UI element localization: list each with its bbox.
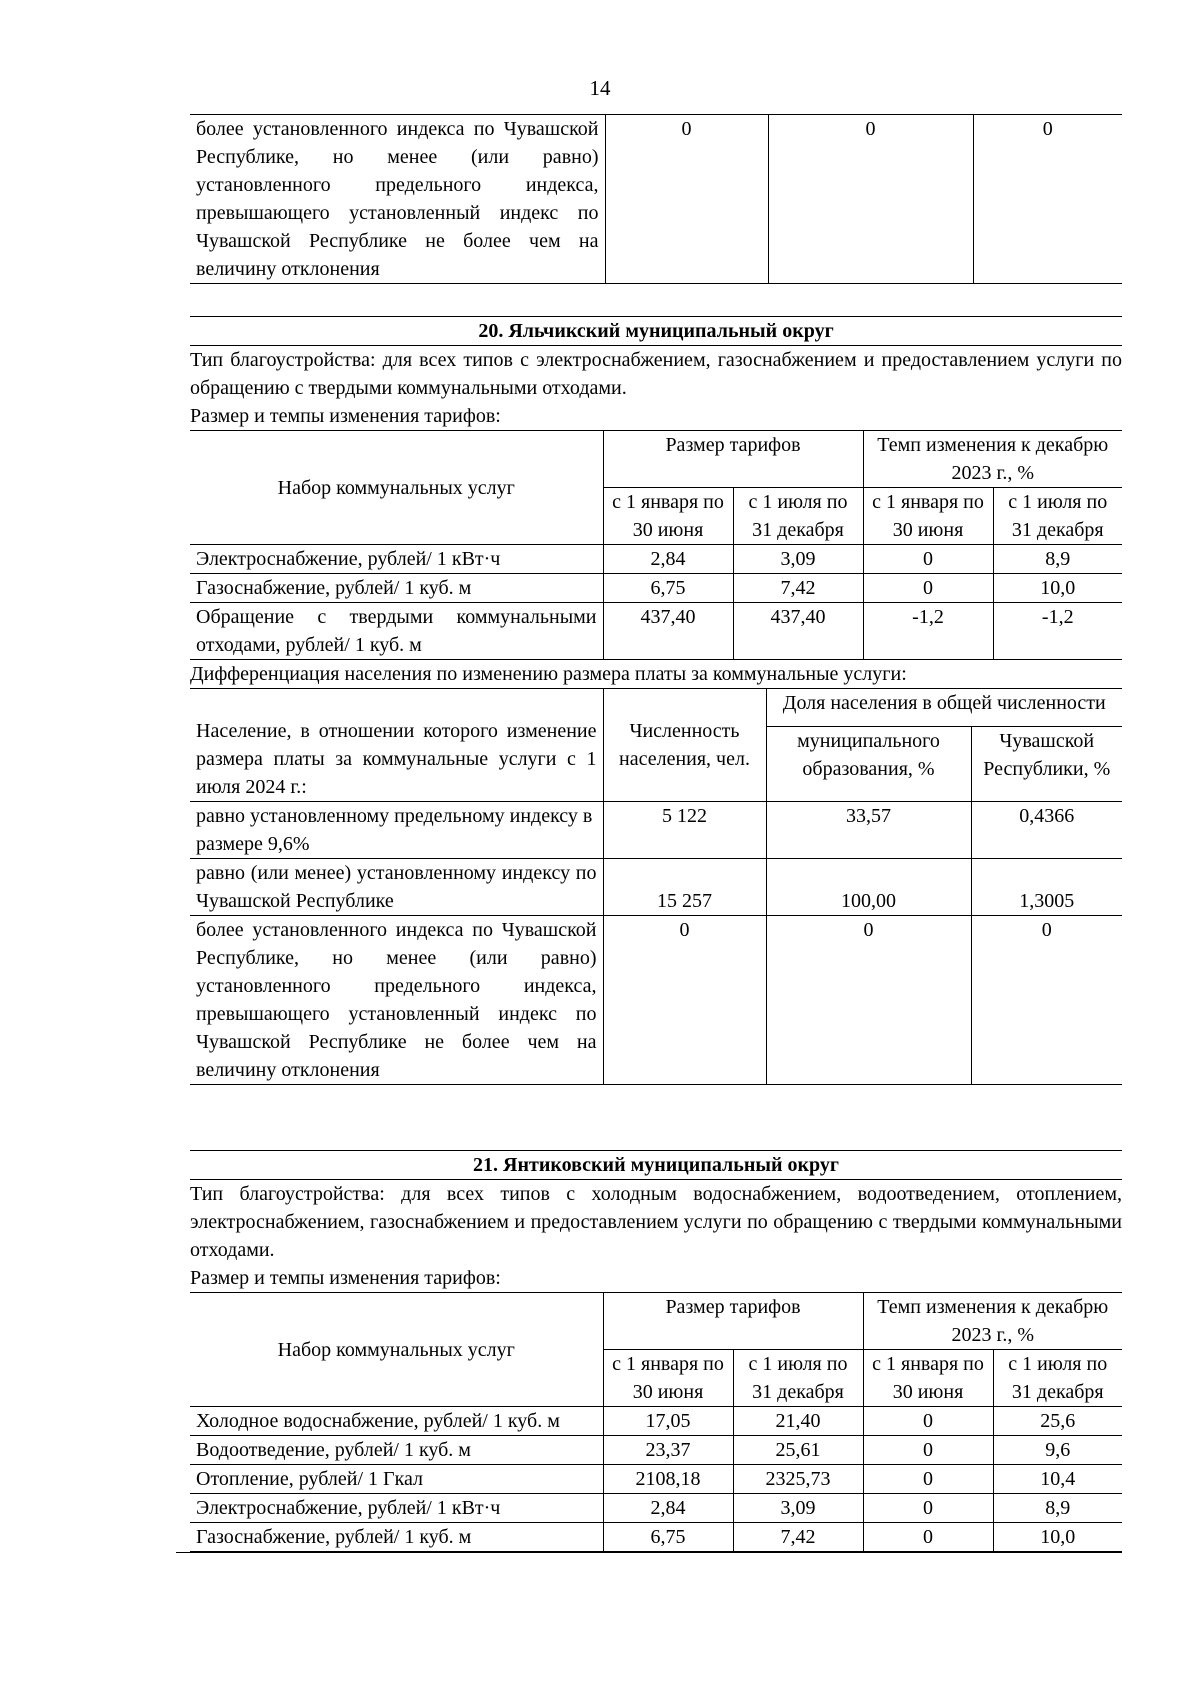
header-municipal-share: муниципального образования, % (766, 727, 971, 802)
cell-value: 10,4 (993, 1465, 1122, 1494)
top-continuation-table (190, 114, 1122, 284)
differentiation-table (190, 688, 1122, 1085)
service-name: Холодное водоснабжение, рублей/ 1 куб. м (190, 1407, 603, 1436)
cell-value: 0 (863, 1407, 993, 1436)
table-row (190, 859, 1122, 916)
table-row (190, 603, 1122, 660)
cell-value: 2,84 (603, 545, 733, 574)
cell-mun-share: 0 (768, 115, 973, 284)
page-number: 14 (589, 76, 611, 100)
tariffs-table (190, 430, 1122, 660)
service-name: Водоотведение, рублей/ 1 куб. м (190, 1436, 603, 1465)
cell-value: 10,0 (993, 574, 1122, 603)
cell-count: 0 (603, 916, 766, 1085)
table-row (190, 916, 1122, 1085)
table-row (190, 545, 1122, 574)
differentiation-caption: Дифференциация населения по изменению размера платы за коммунальные услуги: (190, 663, 907, 685)
cell-value: 25,6 (993, 1407, 1122, 1436)
cell-value: 7,42 (733, 1523, 863, 1552)
header-period: с 1 января по 30 июня (603, 1350, 733, 1407)
cell-value: -1,2 (993, 603, 1122, 660)
tariffs-caption: Размер и темпы изменения тарифов: (190, 405, 501, 427)
cell-mun-share: 33,57 (766, 802, 971, 859)
cell-mun-share: 0 (766, 916, 971, 1085)
table-row (190, 802, 1122, 859)
row-label: более установленного индекса по Чувашской Республике, но менее (или равно) установленного предельного индекса, превышающего установленный индекс по Чувашской Республике не более чем на величину отклонения (190, 115, 605, 284)
cell-value: 8,9 (993, 545, 1122, 574)
service-name: Газоснабжение, рублей/ 1 куб. м (190, 1523, 603, 1552)
header-population-count: Численность населения, чел. (603, 689, 766, 802)
cell-value: 6,75 (603, 574, 733, 603)
cell-value: 23,37 (603, 1436, 733, 1465)
cell-value: 25,61 (733, 1436, 863, 1465)
header-period: с 1 января по 30 июня (863, 1350, 993, 1407)
top-table-container (190, 114, 1122, 284)
table-row (190, 115, 1122, 284)
cell-value: 2325,73 (733, 1465, 863, 1494)
tariffs-caption: Размер и темпы изменения тарифов: (190, 1267, 501, 1289)
cell-value: 0 (863, 1494, 993, 1523)
cell-value: 10,0 (993, 1523, 1122, 1552)
cell-value: 17,05 (603, 1407, 733, 1436)
section-title: 20. Яльчикский муниципальный округ (478, 320, 834, 342)
cell-value: 9,6 (993, 1436, 1122, 1465)
row-label: равно установленному предельному индексу в размере 9,6% (190, 802, 603, 859)
cell-value: 21,40 (733, 1407, 863, 1436)
table-header-row (190, 1293, 1122, 1350)
cell-mun-share: 100,00 (766, 859, 971, 916)
header-services: Набор коммунальных услуг (190, 1293, 603, 1407)
header-period: с 1 июля по 31 декабря (733, 1350, 863, 1407)
section-20 (190, 316, 1122, 1085)
table-header-row (190, 689, 1122, 727)
header-tariff-size: Размер тарифов (603, 1293, 863, 1350)
service-name: Отопление, рублей/ 1 Гкал (190, 1465, 603, 1494)
header-change-rate: Темп изменения к декабрю 2023 г., % (863, 1293, 1122, 1350)
cell-value: 7,42 (733, 574, 863, 603)
table-row (190, 1465, 1122, 1494)
header-period: с 1 июля по 31 декабря (993, 1350, 1122, 1407)
cell-value: 0 (863, 574, 993, 603)
cell-value: 0 (863, 1436, 993, 1465)
table-row (190, 1436, 1122, 1465)
cell-rep-share: 1,3005 (971, 859, 1122, 916)
cell-value: 0 (863, 1523, 993, 1552)
improvement-type-text: Тип благоустройства: для всех типов с электроснабжением, газоснабжением и предоставлением услуги по обращению с твердыми коммунальными отходами. (190, 349, 1122, 399)
header-period: с 1 января по 30 июня (863, 488, 993, 545)
cell-rep-share: 0 (973, 115, 1122, 284)
header-tariff-size: Размер тарифов (603, 431, 863, 488)
cell-value: 6,75 (603, 1523, 733, 1552)
cell-value: 0 (863, 1465, 993, 1494)
header-change-rate: Темп изменения к декабрю 2023 г., % (863, 431, 1122, 488)
cell-value: 2,84 (603, 1494, 733, 1523)
service-name: Электроснабжение, рублей/ 1 кВт·ч (190, 545, 603, 574)
cell-value: 2108,18 (603, 1465, 733, 1494)
header-population: Население, в отношении которого изменение размера платы за коммунальные услуги с 1 июля 2024 г.: (190, 689, 603, 802)
service-name: Газоснабжение, рублей/ 1 куб. м (190, 574, 603, 603)
cell-value: 437,40 (603, 603, 733, 660)
header-period: с 1 июля по 31 декабря (733, 488, 863, 545)
cell-value: 8,9 (993, 1494, 1122, 1523)
header-period: с 1 июля по 31 декабря (993, 488, 1122, 545)
cell-value: 437,40 (733, 603, 863, 660)
header-period: с 1 января по 30 июня (603, 488, 733, 545)
cell-rep-share: 0,4366 (971, 802, 1122, 859)
improvement-type-text: Тип благоустройства: для всех типов с холодным водоснабжением, водоотведением, отоплением, электроснабжением, газоснабжением и предоставлением услуги по обращению с твердыми коммунальными отходами. (190, 1183, 1122, 1261)
section-21 (190, 1150, 1122, 1553)
row-label: равно (или менее) установленному индексу по Чувашской Республике (190, 859, 603, 916)
cell-rep-share: 0 (971, 916, 1122, 1085)
table-row (190, 1523, 1122, 1552)
cell-value: 3,09 (733, 1494, 863, 1523)
table-row (190, 1494, 1122, 1523)
table-row (190, 1407, 1122, 1436)
cell-count: 5 122 (603, 802, 766, 859)
cell-value: 3,09 (733, 545, 863, 574)
cell-count: 15 257 (603, 859, 766, 916)
header-republic-share: Чувашской Республики, % (971, 727, 1122, 802)
row-label: более установленного индекса по Чувашской Республике, но менее (или равно) установленного предельного индекса, превышающего установленный индекс по Чувашской Республике не более чем на величину отклонения (190, 916, 603, 1085)
table-header-row (190, 431, 1122, 488)
service-name: Обращение с твердыми коммунальными отходами, рублей/ 1 куб. м (190, 603, 603, 660)
header-services: Набор коммунальных услуг (190, 431, 603, 545)
header-population-share: Доля населения в общей численности (766, 689, 1122, 727)
service-name: Электроснабжение, рублей/ 1 кВт·ч (190, 1494, 603, 1523)
cell-value: -1,2 (863, 603, 993, 660)
section-title: 21. Янтиковский муниципальный округ (473, 1154, 839, 1176)
table-row (190, 574, 1122, 603)
cell-value: 0 (863, 545, 993, 574)
cell-count: 0 (605, 115, 768, 284)
tariffs-table (190, 1292, 1122, 1552)
